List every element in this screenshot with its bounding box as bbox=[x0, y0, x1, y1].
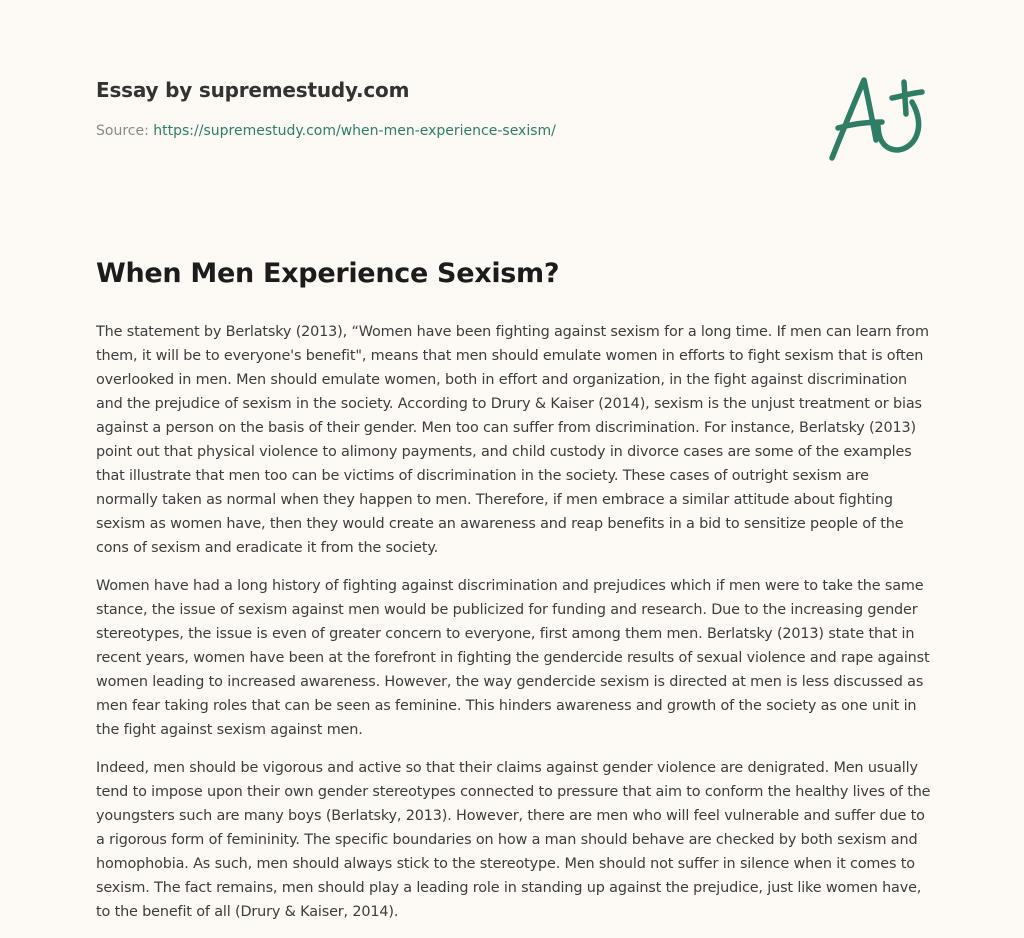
essay-paragraph: The statement by Berlatsky (2013), “Women have been fighting against sexism for a long time. If men can learn from them, it will be to everyone's benefit", means that men should emulate women in efforts to fight sexism that is often overlooked in men. Men should emulate women, both in effort and organization, in the fight against discrimination and the prejudice of sexism in the society. According to Drury & Kaiser (2014), sexism is the unjust treatment or bias against a person on the basis of their gender. Men too can suffer from discrimination. For instance, Berlatsky (2013) point out that physical violence to alimony payments, and child custody in divorce cases are some of the examples that illustrate that men too can be victims of discrimination in the society. These cases of outright sexism are normally taken as normal when they happen to men. Therefore, if men embrace a similar attitude about fighting sexism as women have, then they would create an awareness and reap benefits in a bid to sensitize people of the cons of sexism and eradicate it from the society. bbox=[96, 324, 929, 556]
essay-article bbox=[96, 256, 932, 938]
essay-header bbox=[96, 76, 796, 141]
source-label: Source: bbox=[96, 123, 149, 139]
site-title: Essay by supremestudy.com bbox=[96, 78, 410, 102]
essay-paragraph: Women have had a long history of fighting against discrimination and prejudices which if men were to take the same stance, the issue of sexism against men would be publicized for funding and research. Due to the increasing gender stereotypes, the issue is even of greater concern to everyone, first among them men. Berlatsky (2013) state that in recent years, women have been at the forefront in fighting the gendercide results of sexual violence and rape against women leading to increased awareness. However, the way gendercide sexism is directed at men is less discussed as men fear taking roles that can be seen as feminine. This hinders awareness and growth of the society as one unit in the fight against sexism against men. bbox=[96, 578, 930, 738]
source-link[interactable]: https://supremestudy.com/when-men-experience-sexism/ bbox=[153, 123, 556, 139]
essay-paragraph: Indeed, men should be vigorous and active so that their claims against gender violence are denigrated. Men usually tend to impose upon their own gender stereotypes connected to pressure that aim to conform the healthy lives of the youngsters such are many boys (Berlatsky, 2013). However, there are men who will feel vulnerable and suffer due to a rigorous form of femininity. The specific boundaries on how a man should behave are checked by both sexism and homophobia. As such, men should always stick to the stereotype. Men should not suffer in silence when it comes to sexism. The fact remains, men should play a leading role in standing up against the prejudice, just like women have, to the benefit of all (Drury & Kaiser, 2014). bbox=[96, 760, 931, 920]
source-line bbox=[96, 121, 796, 141]
a-plus-grade-icon bbox=[822, 68, 932, 168]
essay-title: When Men Experience Sexism? bbox=[96, 258, 560, 289]
